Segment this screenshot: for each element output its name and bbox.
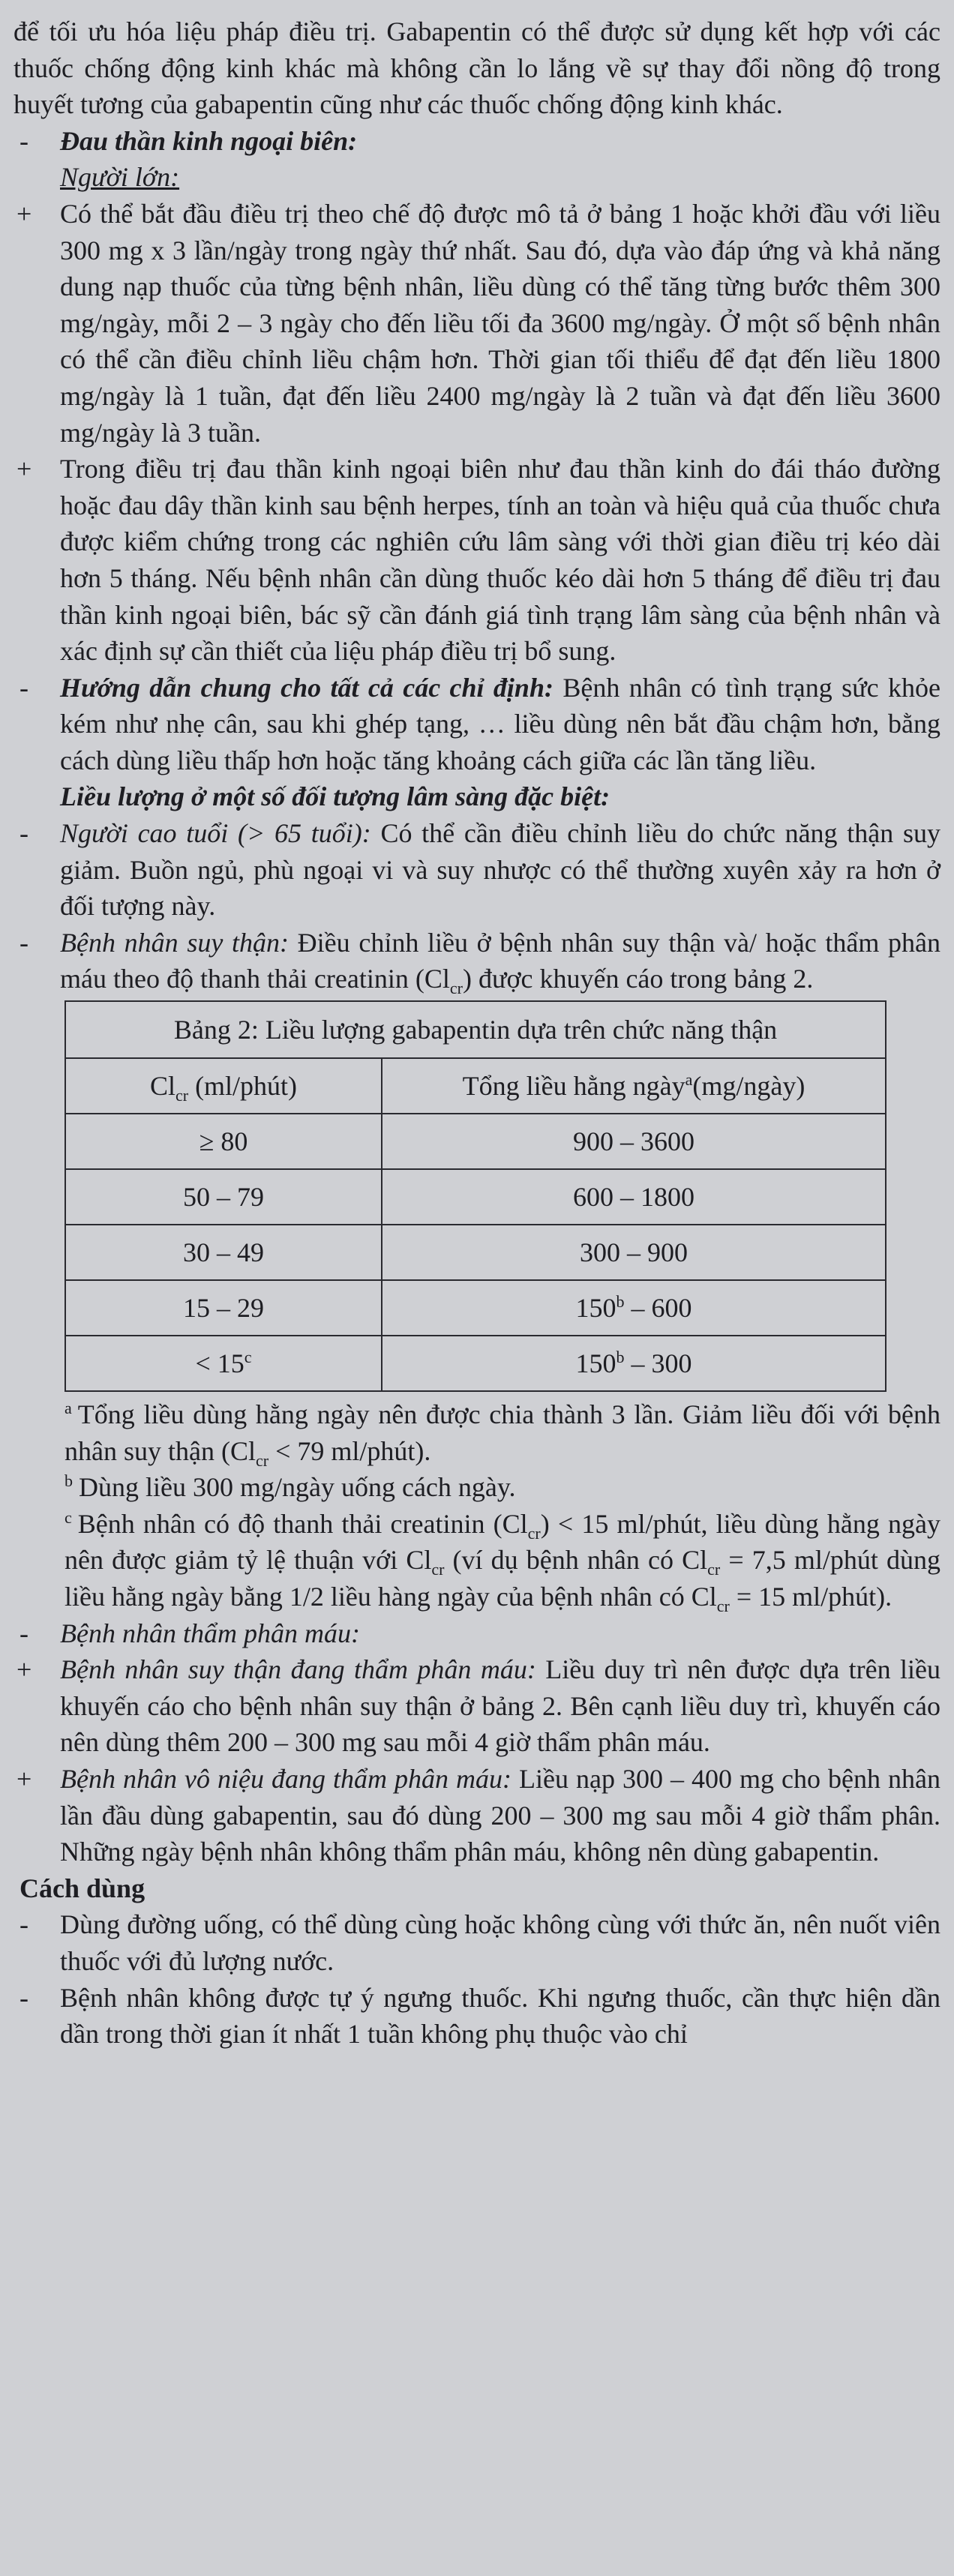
table-row — [65, 1336, 886, 1391]
cell-dose: 300 – 900 — [382, 1225, 886, 1280]
cr-subscript: cr — [527, 1524, 541, 1543]
cr-subscript: cr — [449, 979, 463, 998]
cell-clearance: ≥ 80 — [65, 1114, 382, 1169]
elderly-label: Người cao tuổi (> 65 tuổi): — [60, 818, 371, 849]
footnote-b-mark: b — [64, 1471, 73, 1491]
plus-marker: + — [16, 454, 32, 484]
renal-text-a: Điều chỉnh liều ở bệnh nhân suy thận và/ hoặc thẩm phân máu theo độ thanh thải creatinin (Cl — [60, 927, 940, 994]
cr-subscript: cr — [255, 1450, 269, 1470]
general-item — [14, 670, 940, 779]
intro-paragraph: để tối ưu hóa liệu pháp điều trị. Gabapentin có thể được sử dụng kết hợp với các thuốc chống động kinh khác mà không cần lo lắng về sự thay đổi nồng độ trong huyết tương của gabapentin cũng như các thuốc chống động kinh khác. — [14, 16, 940, 120]
adult-heading-row — [14, 159, 940, 196]
cell-dose: 900 – 3600 — [382, 1114, 886, 1169]
table-title: Bảng 2: Liều lượng gabapentin dựa trên chức năng thận — [65, 1001, 886, 1058]
adult-item-2-text: Trong điều trị đau thần kinh ngoại biên như đau thần kinh do đái tháo đường hoặc đau dây thần kinh sau bệnh herpes, tính an toàn và hiệu quả của thuốc chưa được kiểm chứng trong các nghiên cứu lâm sàng với thời gian điều trị kéo dài hơn 5 tháng. Nếu bệnh nhân cần dùng thuốc kéo dài hơn 5 tháng để điều trị đau thần kinh ngoại biên, bác sỹ cần đánh giá tình trạng lâm sàng của bệnh nhân và xác định sự cần thiết của liệu pháp điều trị bổ sung. — [60, 454, 940, 667]
administration-heading: Cách dùng — [20, 1873, 146, 1903]
plus-marker: + — [16, 1763, 32, 1794]
cell-clearance: 50 – 79 — [65, 1169, 382, 1225]
table-row — [65, 1225, 886, 1280]
cr-subscript: cr — [716, 1597, 730, 1616]
cell-clearance: 15 – 29 — [65, 1280, 382, 1336]
table-header-row — [65, 1058, 886, 1114]
dash-marker: - — [20, 672, 28, 703]
dosage-table — [64, 1000, 886, 1392]
neuro-heading-item — [14, 123, 940, 160]
footnote-c-mark: c — [64, 1507, 72, 1527]
footnote-a: $^a$ Tổng liều dùng hằng ngày nên được chia thành 3 lần. Giảm liều đối với bệnh nhân suy thận ($Cl_{cr} < 79$ ml/phút). — [64, 1399, 940, 1470]
cell-dose: 150$^b$ – 600 — [382, 1280, 886, 1336]
dash-marker: - — [20, 818, 28, 849]
footnote-a-mark: a — [64, 1399, 72, 1418]
administration-item-2: - Bệnh nhân không được tự ý ngưng thuốc. Khi ngưng thuốc, cần thực hiện dần dần trong thời gian ít nhất 1 tuần không phụ thuộc vào chỉ — [14, 1980, 940, 2053]
plus-marker: + — [16, 1654, 32, 1685]
cell-clearance: 30 – 49 — [65, 1225, 382, 1280]
dialysis-heading: Bệnh nhân thẩm phân máu: — [60, 1618, 360, 1648]
adult-item-1 — [14, 196, 940, 451]
dash-marker: - — [20, 927, 28, 958]
dialysis-heading-item — [14, 1615, 940, 1652]
adult-item-1-text: Có thể bắt đầu điều trị theo chế độ được mô tả ở bảng 1 hoặc khởi đầu với liều 300 mg x 3 lần/ngày trong ngày thứ nhất. Sau đó, dựa vào đáp ứng và khả năng dung nạp thuốc của từng bệnh nhân, liều dùng có thể tăng từng bước thêm 300 mg/ngày, mỗi 2 – 3 ngày cho đến liều tối đa 3600 mg/ngày. Ở một số bệnh nhân có thể cần điều chỉnh liều chậm hơn. Thời gian tối thiểu để đạt đến liều 1800 mg/ngày là 1 tuần, đạt đến liều 2400 mg/ngày là 2 tuần và đạt đến liều 3600 mg/ngày là 3 tuần. — [60, 198, 940, 448]
dash-marker: - — [20, 1618, 28, 1648]
adult-item-2 — [14, 451, 940, 670]
renal-item — [14, 925, 940, 997]
header-clearance: $Cl_{cr}$ (ml/phút) — [65, 1058, 382, 1114]
dash-marker: - — [20, 125, 28, 156]
table-row — [65, 1280, 886, 1336]
cr-subscript: cr — [431, 1560, 445, 1579]
cr-subscript: cr — [175, 1085, 189, 1105]
footnote-c: $^c$ Bệnh nhân có độ thanh thải creatinin $(Cl_{cr}) < 15$ ml/phút, liều dùng hằng ngày nên được giảm tỷ lệ thuận với $Cl_{cr}$ (ví dụ bệnh nhân có $Cl_{cr} = 7,5$ ml/phút dùng liều hằng ngày bằng 1/2 liều hàng ngày của bệnh nhân có $Cl_{cr} = 15$ ml/phút). — [64, 1507, 940, 1616]
table-row — [65, 1169, 886, 1225]
dash-marker: - — [20, 1909, 28, 1940]
table-title-row — [65, 1001, 886, 1058]
cr-subscript: cr — [707, 1560, 721, 1579]
dialysis-item-1: + Bệnh nhân suy thận đang thẩm phân máu: Liều duy trì nên được dựa trên liều khuyến cáo cho bệnh nhân suy thận ở bảng 2. Bên cạnh liều duy trì, khuyến cáo nên dùng thêm 200 – 300 mg sau mỗi 4 giờ thẩm phân máu. — [14, 1651, 940, 1761]
table-row — [65, 1114, 886, 1169]
elderly-text: Có thể cần điều chỉnh liều do chức năng thận suy giảm. Buồn ngủ, phù ngoại vi và suy nhược có thể thường xuyên xảy ra hơn ở đối tượng này. — [60, 818, 940, 922]
special-heading-row — [14, 778, 940, 815]
cell-dose: 150$^b$ – 300 — [382, 1336, 886, 1391]
header-daily-dose: Tổng liều hằng ngày$^a$(mg/ngày) — [382, 1058, 886, 1114]
dash-marker: - — [20, 1982, 28, 2013]
special-heading: Liều lượng ở một số đối tượng lâm sàng đặc biệt: — [60, 781, 610, 812]
cell-clearance: < $15^c$ — [65, 1336, 382, 1391]
adult-heading: Người lớn: — [60, 162, 180, 193]
general-heading: Hướng dẫn chung cho tất cả các chỉ định: — [60, 672, 554, 703]
dialysis-item-1-label: Bệnh nhân suy thận đang thẩm phân máu: — [60, 1654, 536, 1685]
footnote-b: $^b$ Dùng liều 300 mg/ngày uống cách ngày. — [64, 1471, 516, 1503]
plus-marker: + — [16, 198, 32, 229]
dialysis-item-2: + Bệnh nhân vô niệu đang thẩm phân máu: Liều nạp 300 – 400 mg cho bệnh nhân lần đầu dùng gabapentin, sau đó dùng 200 – 300 mg sau mỗi 4 giờ thẩm phân. Những ngày bệnh nhân không thẩm phân máu, không nên dùng gabapentin. — [14, 1761, 940, 1870]
cell-dose: 600 – 1800 — [382, 1169, 886, 1225]
administration-item-1: - Dùng đường uống, có thể dùng cùng hoặc không cùng với thức ăn, nên nuốt viên thuốc với đủ lượng nước. — [14, 1906, 940, 1979]
renal-text-b: ) được khuyến cáo trong bảng 2. — [462, 964, 814, 994]
neuro-heading: Đau thần kinh ngoại biên: — [60, 125, 358, 156]
renal-label: Bệnh nhân suy thận: — [60, 927, 289, 958]
general-text: Bệnh nhân có tình trạng sức khỏe kém như nhẹ cân, sau khi ghép tạng, … liều dùng nên bắt đầu chậm hơn, bằng cách dùng liều thấp hơn hoặc tăng khoảng cách giữa các lần tăng liều. — [60, 672, 940, 775]
footnote-a-ref: a — [685, 1069, 693, 1089]
dialysis-item-2-label: Bệnh nhân vô niệu đang thẩm phân máu: — [60, 1763, 512, 1794]
elderly-item — [14, 815, 940, 925]
